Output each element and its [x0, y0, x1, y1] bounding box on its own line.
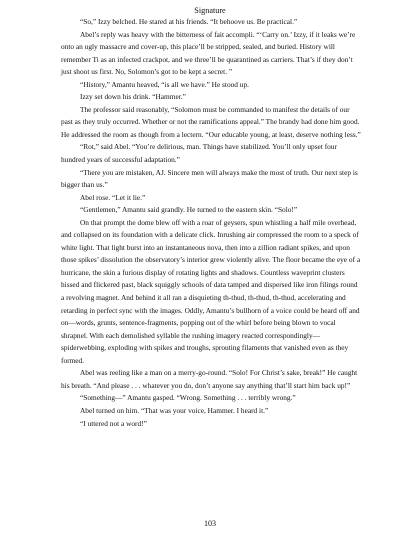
running-header: Signature: [194, 6, 226, 15]
paragraph: On that prompt the dome blew off with a roar of geysers, spun whistling a half mile overhead, and collapsed on its foundation with a delicate click. Inrushing air compressed the room to a speck of white light. That light burst into an instantaneous nova, then into a zillion radiant spikes, and upon those spikes’ dissolution the observatory’s interior grew violently alive. The floor became the eye of a hurricane, the skin a furious display of rotating lights and shadows. Countless waveprint clusters hissed and flickered past, black squiggly schools of data tamped and dispersed like iron filings round a revolving magnet. And behind it all ran a disquieting th-thud, th-thud, th-thud, accelerating and retarding in perfect sync with the images. Oddly, Amantu’s bullhorn of a voice could be heard off and on—words, grunts, sentence-fragments, popping out of the whirl before being blown to vocal shrapnel. With each demolished syllable the rushing imagery reacted correspondingly—spiderwebbing, exploding with spikes and troughs, sprouting filaments that vanished even as they formed.: [61, 217, 361, 365]
paragraph: “Rot,” said Abel. “You’re delirious, man. Things have stabilized. You’ll only upset four hundred years of successful adaptation.”: [61, 142, 337, 165]
paragraph: “I uttered not a word!”: [80, 418, 147, 428]
paragraph: “So,” Izzy belched. He stared at his friends. “It behoove us. Be practical.”: [80, 17, 298, 26]
paragraph: Abel turned on him. “That was your voice, Hammer. I heard it.”: [80, 405, 269, 415]
paragraph: Abel was reeling like a man on a merry-go-round. “Solo! For Christ’s sake, break!” He caught his breath. “And please . . . whatever you do, don’t anyone say anything that’ll start him back up!”: [61, 368, 358, 390]
paragraph: “There you are mistaken, AJ. Sincere men will always make the most of truth. Our next step is bigger than us.”: [61, 167, 358, 190]
page-number: 103: [204, 519, 216, 528]
paragraph: “Gentlemen,” Amantu said grandly. He turned to the eastern skin. “Solo!”: [80, 205, 298, 215]
paragraph: Abel rose. “Let it lie.”: [80, 192, 146, 202]
body-text: [61, 16, 361, 430]
paragraph: Abel’s reply was heavy with the bitterness of fait accompli. “‘Carry on.’ Izzy, if it leaks we’re onto an ugly massacre and cover-up, this place’ll be stripped, sealed, and buried. History will remember Ti as an infected crackpot, and we three’ll be quarantined as carriers. That’s if they don’t just shoot us first. No, Solomon’s got to be kept a secret. ”: [61, 29, 356, 77]
paragraph: “Something—” Amantu gasped. “Wrong. Something . . . terribly wrong.”: [80, 393, 296, 403]
paragraph: Izzy set down his drink. “Hammer.”: [80, 92, 186, 102]
paragraph: “History,” Amantu heaved, “is all we have.” He stood up.: [80, 79, 249, 89]
paragraph: The professor said reasonably, “Solomon must be commanded to manifest the details of our past as they truly occurred. Whether or not the ramifications appeal.” The brandy had done him good. He addressed the room as though from a lectern. “Our educable young, at least, deserve nothing less.”: [61, 104, 361, 139]
